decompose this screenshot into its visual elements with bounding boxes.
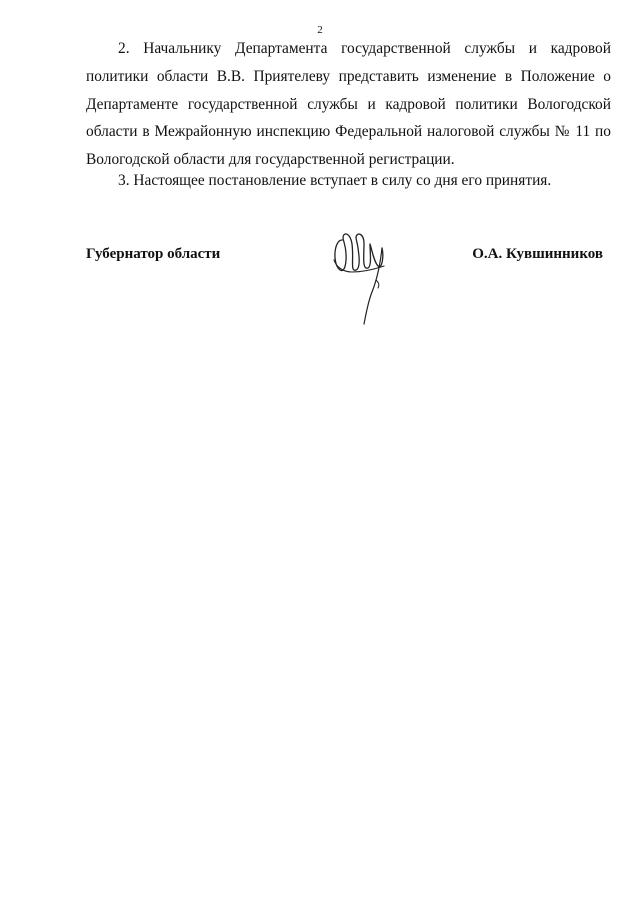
paragraph-item-3: 3. Настоящее постановление вступает в силу со дня его принятия.	[118, 172, 552, 189]
signer-title: Губернатор области	[86, 246, 221, 262]
signer-name: О.А. Кувшинников	[472, 246, 603, 262]
handwritten-signature-icon	[322, 226, 388, 326]
page-number: 2	[317, 24, 323, 36]
paragraph-item-2: 2. Начальнику Департамента государственной службы и кадровой политики области В.В. Приятелеву представить изменение в Положение о Департаменте государственной службы и кадровой политики Вологодской области в Межрайонную инспекцию Федеральной налоговой службы № 11 по Вологодской области для государственной регистрации.	[86, 40, 611, 169]
